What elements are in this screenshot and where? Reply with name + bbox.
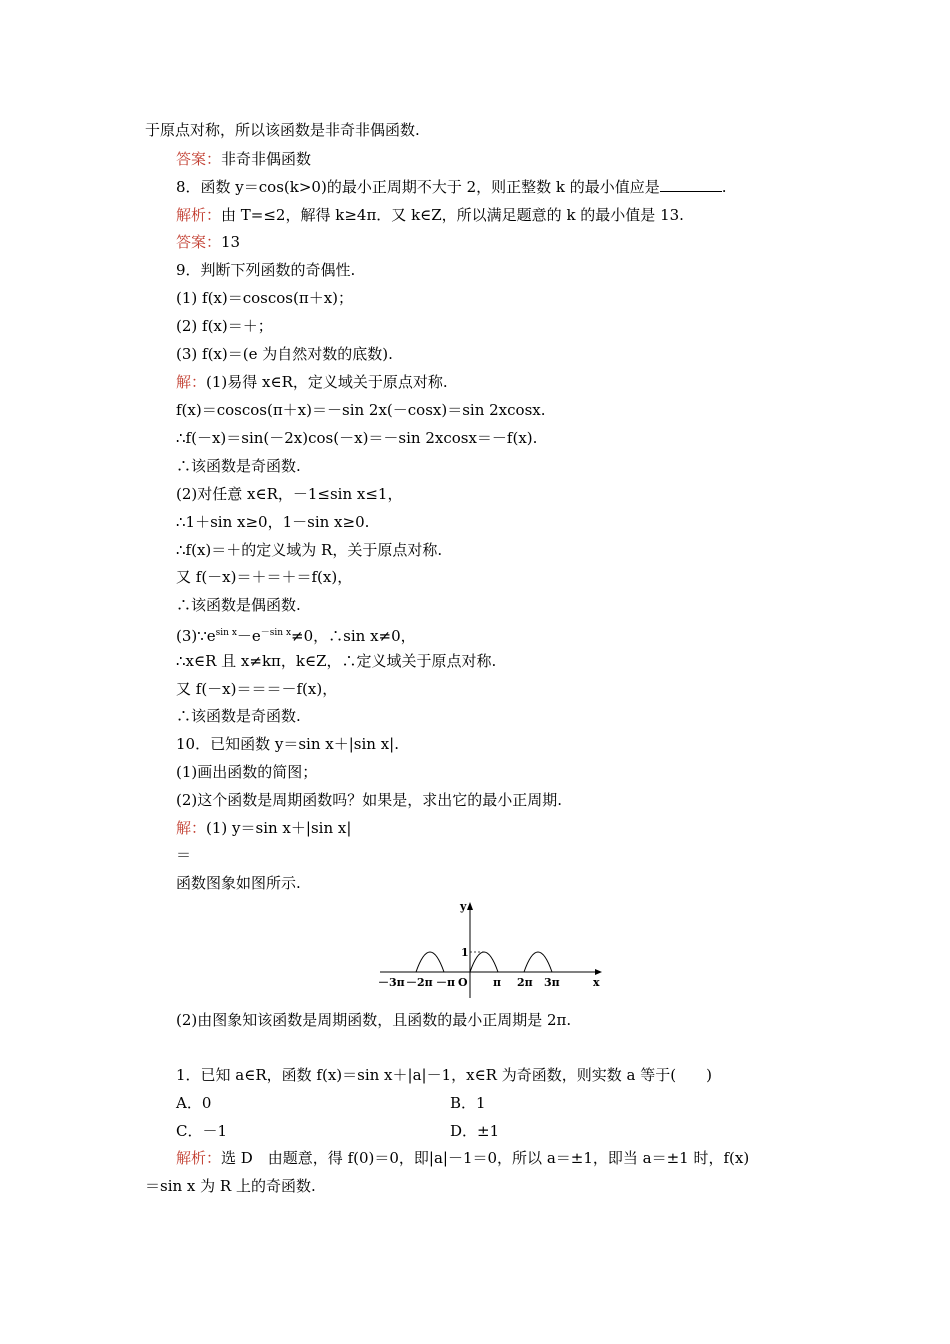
answer-tag: 答案：	[176, 233, 222, 251]
answer-blank	[660, 177, 722, 192]
y-axis-label: y	[460, 900, 467, 913]
x-tick-label: 2π	[517, 976, 533, 989]
solution-text: (1)易得 x∈R，定义域关于原点对称.	[206, 373, 448, 391]
solution-line: (2)对任意 x∈R，－1≤sin x≤1，	[176, 485, 403, 503]
solution-line: 函数图象如图所示.	[176, 874, 301, 892]
solution-line: ∴f(x)＝＋的定义域为 R，关于原点对称.	[176, 541, 443, 559]
y-tick-label: 1	[461, 946, 469, 959]
solution-tag: 解：	[176, 819, 207, 837]
question-9-part-2: (2) f(x)＝＋；	[176, 317, 273, 335]
option-d: D．±1	[450, 1122, 500, 1140]
solution-line: ∴该函数是奇函数.	[176, 457, 301, 475]
solution-line	[176, 623, 416, 646]
x-tick-label: π	[493, 976, 502, 989]
x-tick-label: －2π	[406, 976, 433, 989]
solution-text: (1) y＝sin x＋|sin x|	[206, 819, 352, 837]
solution-line: ∴f(－x)＝sin(－2x)cos(－x)＝－sin 2xcosx＝－f(x).	[176, 429, 538, 447]
x-tick-label: 3π	[544, 976, 560, 989]
solution-line: f(x)＝coscos(π＋x)＝－sin 2x(－cosx)＝sin 2xcosx.	[176, 401, 546, 419]
curve-hump	[524, 952, 552, 972]
analysis-8	[176, 205, 684, 225]
solution-line: 又 f(－x)＝＋＝＋＝f(x)，	[176, 568, 353, 586]
analysis-1-continued: ＝sin x 为 R 上的奇函数.	[145, 1177, 316, 1195]
analysis-text: 由 T=≤2，解得 k≥4π．又 k∈Z，所以满足题意的 k 的最小值是 13.	[221, 206, 684, 224]
exponent: －sin x	[260, 628, 292, 638]
expr-part: －e	[236, 627, 261, 645]
question-9: 9．判断下列函数的奇偶性.	[176, 261, 356, 279]
question-8-end: .	[721, 178, 727, 196]
solution-line: ＝	[176, 846, 192, 864]
solution-10	[176, 818, 351, 838]
analysis-1	[176, 1148, 749, 1168]
expr-part: (3)∵e	[176, 627, 216, 645]
question-10: 10．已知函数 y＝sin x＋|sin x|.	[176, 735, 399, 753]
analysis-text: 选 D 由题意，得 f(0)＝0，即|a|－1＝0，所以 a＝±1，即当 a＝±1 时，f(x)	[221, 1149, 750, 1167]
function-graph	[372, 896, 608, 1000]
x-axis-arrow	[595, 969, 602, 975]
line-1: 于原点对称，所以该函数是非奇非偶函数.	[145, 121, 420, 139]
answer-line-7	[176, 149, 311, 169]
curve-hump	[470, 952, 498, 972]
answer-tag: 答案：	[176, 150, 222, 168]
curve-hump	[416, 952, 444, 972]
exponent: sin x	[215, 628, 237, 638]
question-1: 1．已知 a∈R，函数 f(x)＝sin x＋|a|－1，x∈R 为奇函数，则实数 a 等于( )	[176, 1066, 712, 1084]
answer-text: 13	[221, 233, 241, 251]
solution-line: ∴x∈R 且 x≠kπ，k∈Z，∴定义域关于原点对称.	[176, 652, 497, 670]
solution-line: ∴1＋sin x≥0，1－sin x≥0.	[176, 513, 370, 531]
expr-part: ≠0，∴sin x≠0，	[291, 627, 416, 645]
question-9-part-3: (3) f(x)＝(e 为自然对数的底数).	[176, 345, 393, 363]
question-8-text: 8．函数 y＝cos(k>0)的最小正周期不大于 2，则正整数 k 的最小值应是	[176, 178, 660, 196]
question-10-part-1: (1)画出函数的简图；	[176, 763, 318, 781]
question-9-part-1: (1) f(x)＝coscos(π＋x)；	[176, 289, 354, 307]
question-10-part-2: (2)这个函数是周期函数吗？如果是，求出它的最小正周期.	[176, 791, 563, 809]
solution-line: 又 f(－x)＝＝＝－f(x)，	[176, 680, 338, 698]
solution-line: ∴该函数是偶函数.	[176, 596, 301, 614]
option-b: B．1	[450, 1094, 486, 1112]
analysis-tag: 解析：	[176, 206, 222, 224]
analysis-tag: 解析：	[176, 1149, 222, 1167]
answer-text: 非奇非偶函数	[221, 150, 312, 168]
solution-10-part-2: (2)由图象知该函数是周期函数，且函数的最小正周期是 2π.	[176, 1011, 572, 1029]
y-axis-arrow	[467, 902, 473, 910]
question-8	[176, 177, 727, 197]
x-tick-label: －3π	[378, 976, 405, 989]
x-axis-label: x	[593, 976, 600, 989]
solution-tag: 解：	[176, 373, 207, 391]
option-c: C．－1	[176, 1122, 228, 1140]
answer-8	[176, 232, 240, 252]
origin-label: O	[458, 976, 468, 989]
solution-9	[176, 372, 448, 392]
x-tick-label: －π	[436, 976, 456, 989]
solution-line: ∴该函数是奇函数.	[176, 707, 301, 725]
option-a: A．0	[176, 1094, 212, 1112]
